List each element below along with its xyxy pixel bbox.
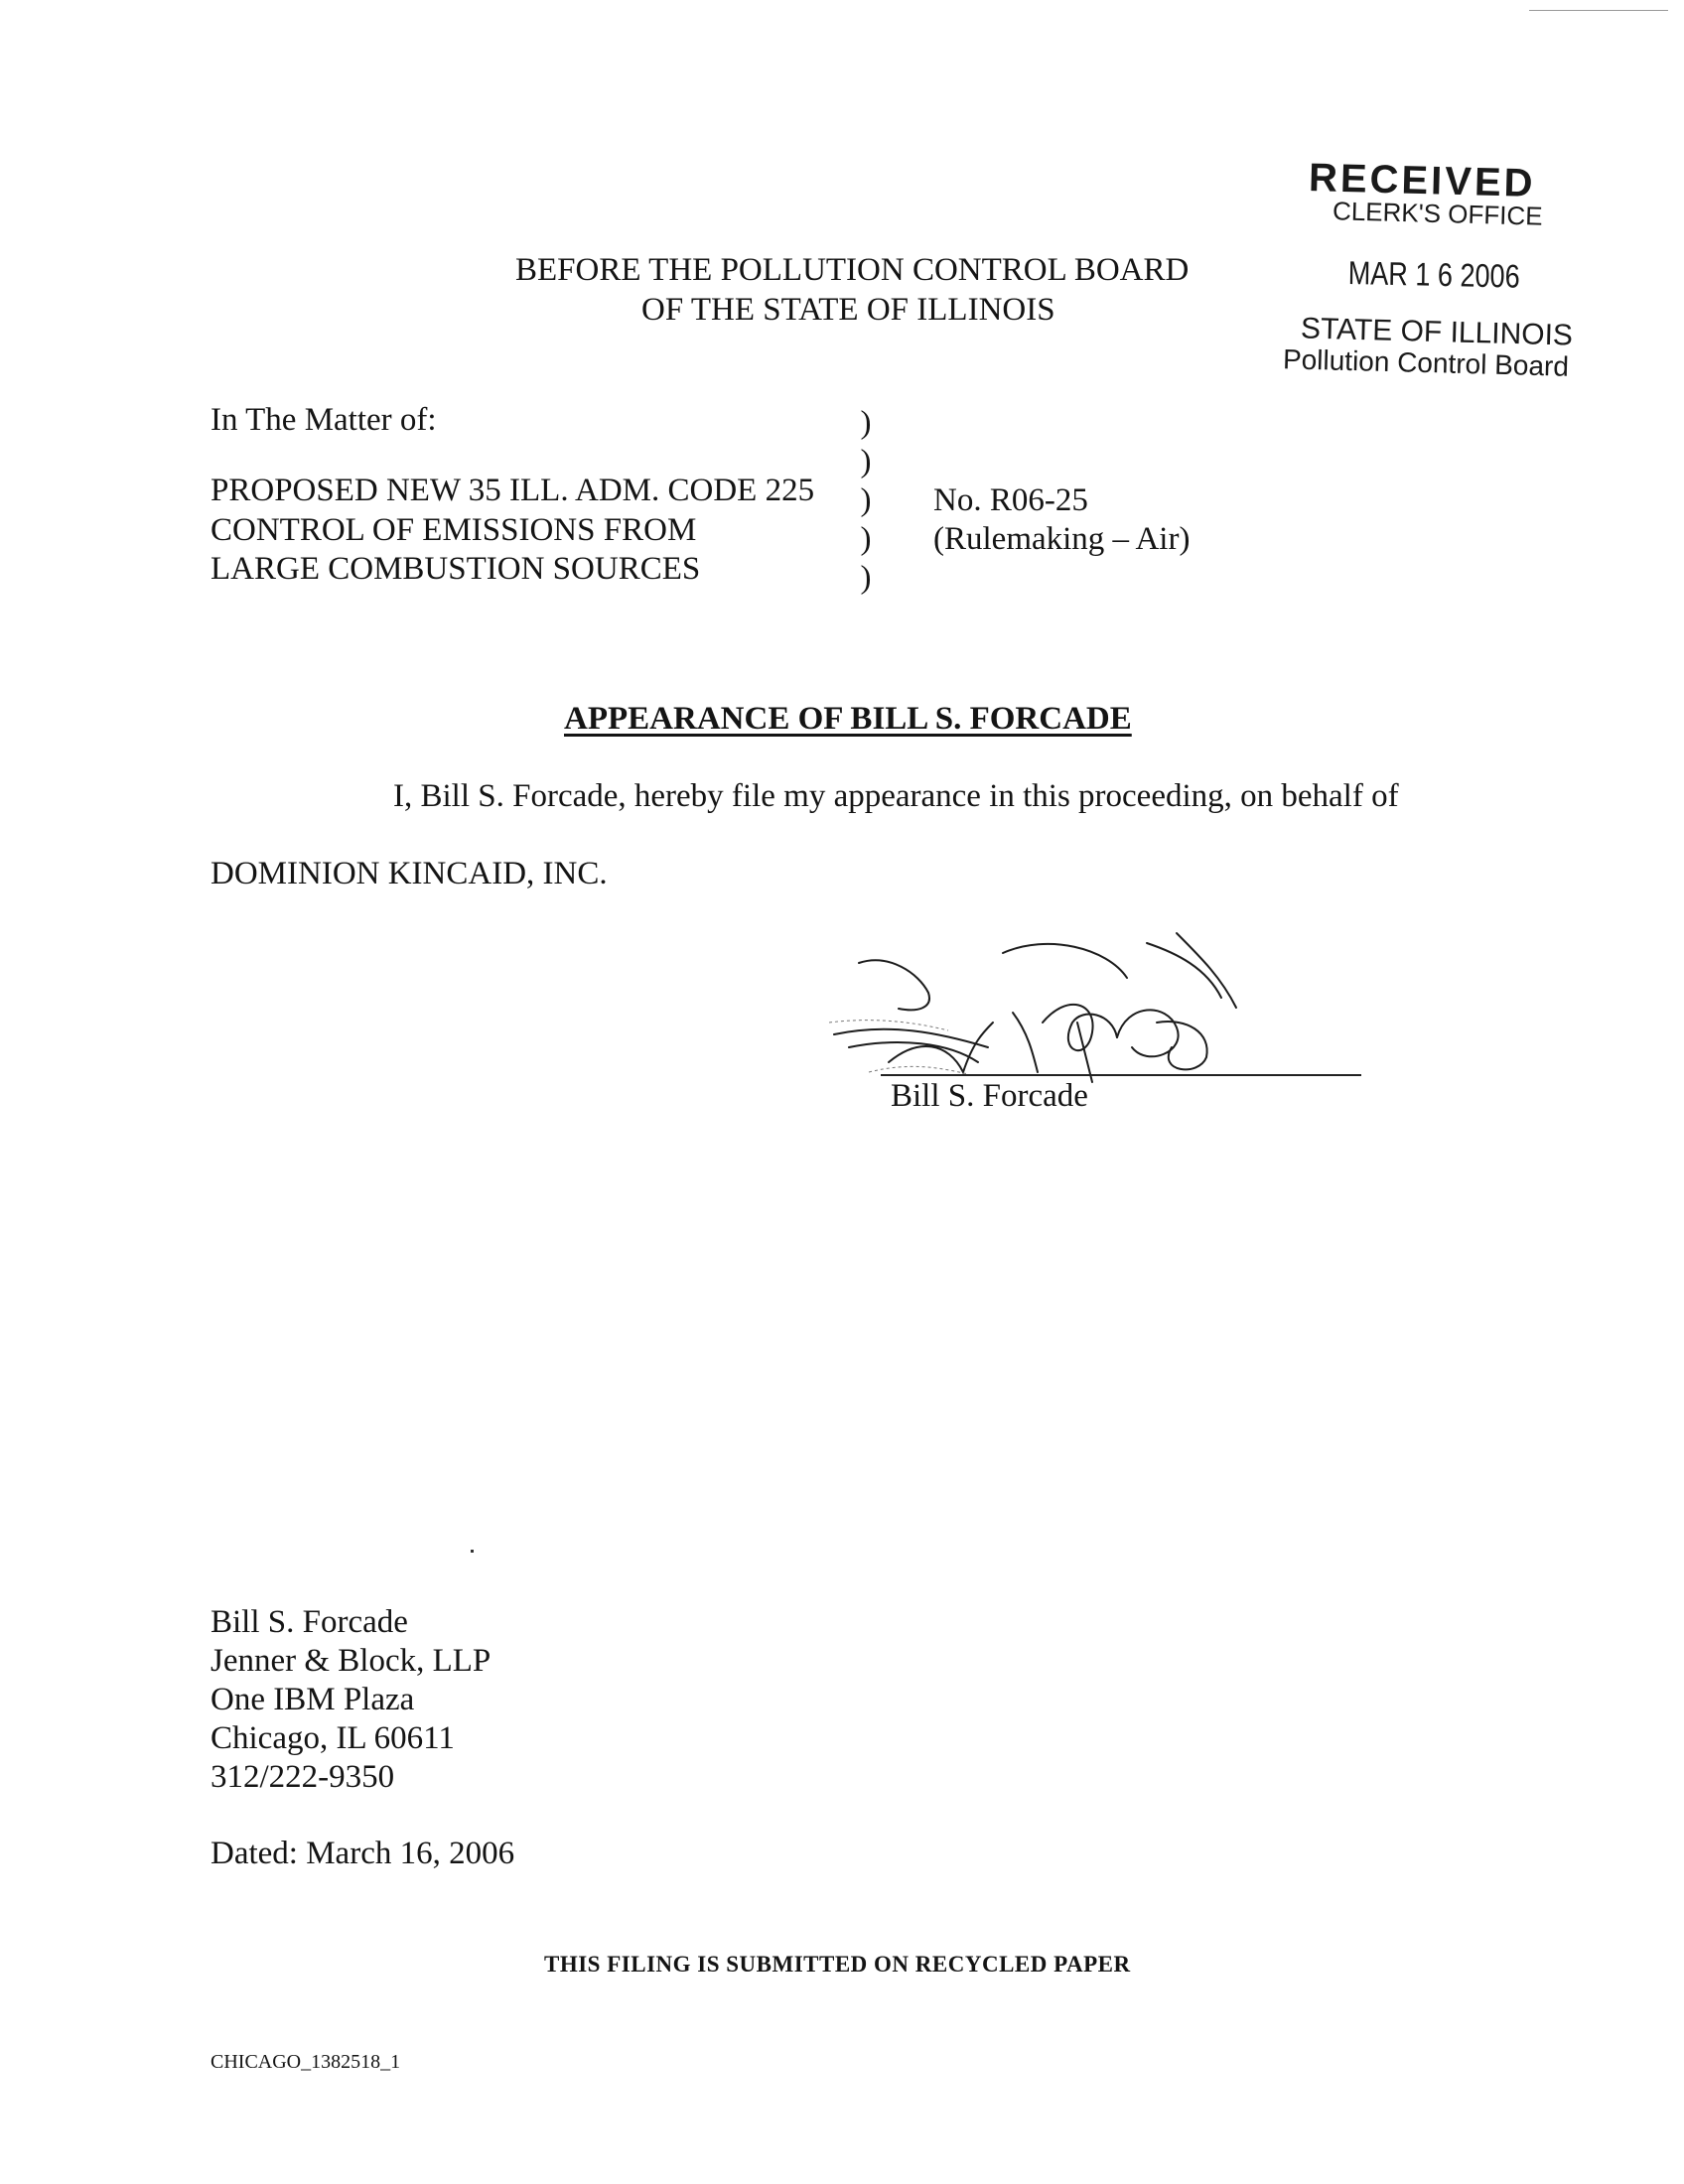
scan-mark xyxy=(1529,10,1668,11)
stamp-office: CLERK'S OFFICE xyxy=(1332,196,1543,231)
address-line-5: 312/222-9350 xyxy=(210,1759,395,1795)
received-stamp xyxy=(1281,156,1618,387)
stamp-date: MAR 1 6 2006 xyxy=(1347,254,1520,295)
recycled-notice: THIS FILING IS SUBMITTED ON RECYCLED PAPER xyxy=(544,1952,1131,1977)
document-id: CHICAGO_1382518_1 xyxy=(210,2051,401,2073)
header-line2: OF THE STATE OF ILLINOIS xyxy=(641,292,1055,328)
dated-line: Dated: March 16, 2006 xyxy=(210,1836,515,1871)
address-line-3: One IBM Plaza xyxy=(210,1682,415,1717)
address-line-1: Bill S. Forcade xyxy=(210,1604,408,1640)
address-line-2: Jenner & Block, LLP xyxy=(210,1643,491,1679)
caption-paren: ) xyxy=(860,405,872,441)
caption-matter: In The Matter of: xyxy=(210,402,437,438)
stamp-board: Pollution Control Board xyxy=(1282,343,1570,382)
signature-name: Bill S. Forcade xyxy=(891,1078,1088,1114)
header-line1: BEFORE THE POLLUTION CONTROL BOARD xyxy=(515,252,1190,288)
caption-paren: ) xyxy=(860,521,872,557)
caption-paren: ) xyxy=(860,482,872,518)
scan-dot xyxy=(471,1550,474,1553)
caption-subject-3: LARGE COMBUSTION SOURCES xyxy=(210,551,701,587)
document-title: APPEARANCE OF BILL S. FORCADE xyxy=(564,701,1132,737)
body-line1: I, Bill S. Forcade, hereby file my appearance in this proceeding, on behalf of xyxy=(393,778,1399,814)
address-line-4: Chicago, IL 60611 xyxy=(210,1720,455,1756)
stamp-state: STATE OF ILLINOIS xyxy=(1300,312,1574,352)
stamp-received: RECEIVED xyxy=(1308,156,1537,205)
docket-type: (Rulemaking – Air) xyxy=(933,521,1191,557)
caption-subject-1: PROPOSED NEW 35 ILL. ADM. CODE 225 xyxy=(210,473,815,508)
caption-paren: ) xyxy=(860,560,872,596)
handwritten-signature xyxy=(829,923,1296,1092)
docket-number: No. R06-25 xyxy=(933,482,1088,518)
body-line2: DOMINION KINCAID, INC. xyxy=(210,856,608,891)
caption-paren: ) xyxy=(860,444,872,479)
caption-subject-2: CONTROL OF EMISSIONS FROM xyxy=(210,512,697,548)
